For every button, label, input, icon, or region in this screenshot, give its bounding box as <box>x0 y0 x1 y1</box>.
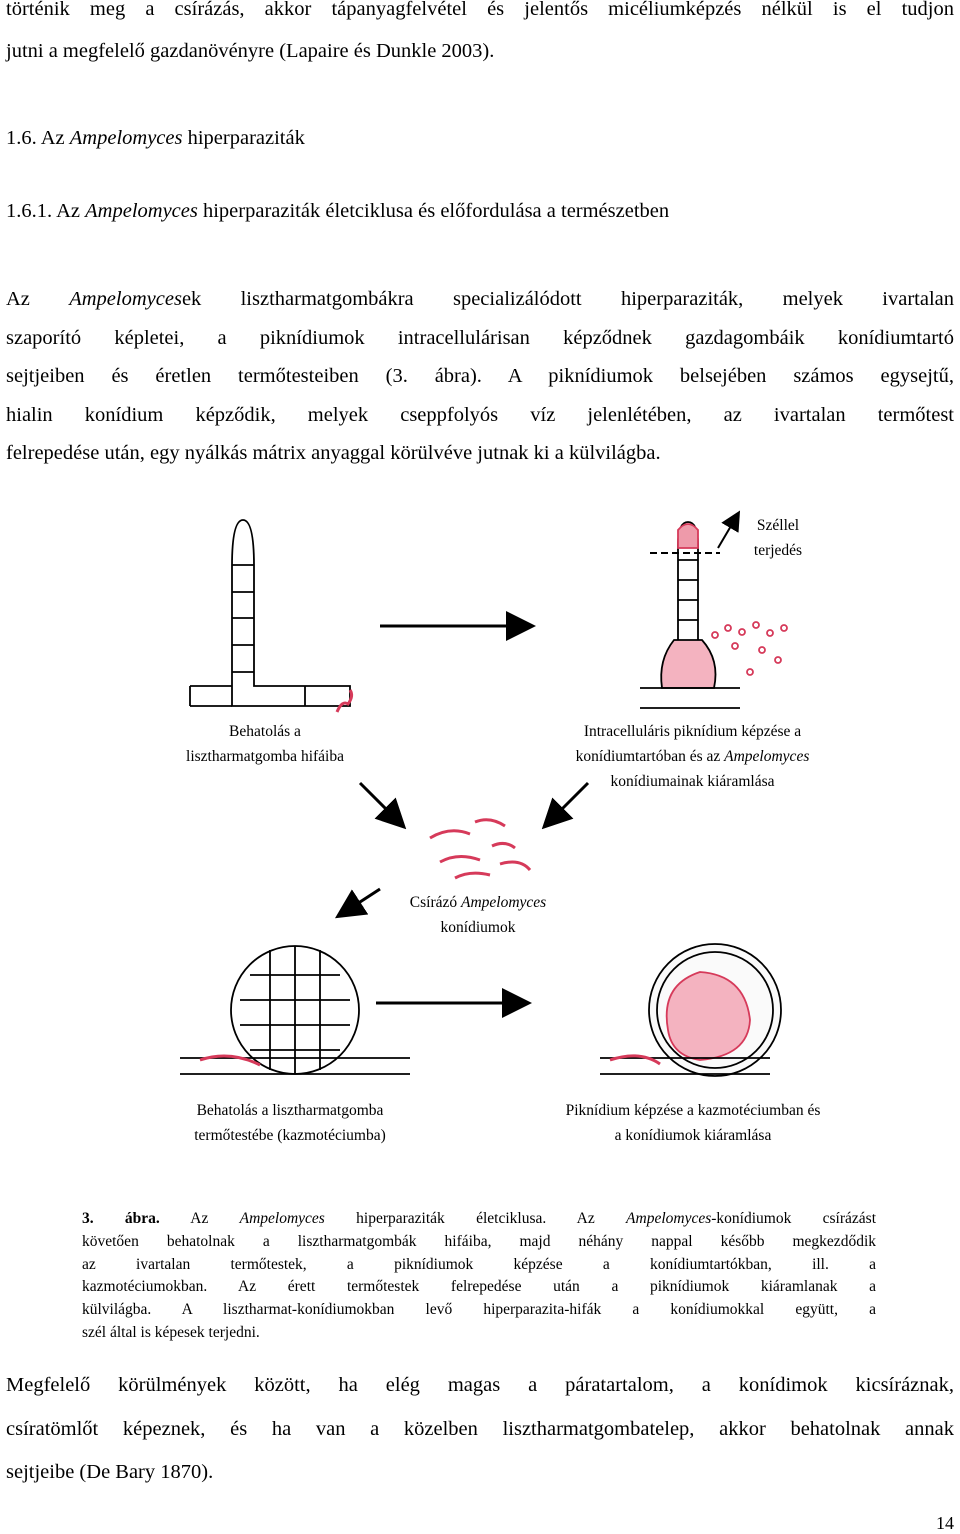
hypha-conidiophore-illustration <box>190 520 352 712</box>
label-penetration-chasmothecium: Behatolás a lisztharmatgomba termőtestébe (kazmotéciumba) <box>194 1102 386 1144</box>
germinating-conidia-illustration <box>430 820 530 878</box>
label-penetration-hypha: Behatolás a lisztharmatgomba hifáiba <box>186 723 344 765</box>
chasmothecium-illustration <box>180 946 410 1074</box>
wind-arrow <box>718 514 738 548</box>
wind-label: Széllel terjedés <box>753 517 803 559</box>
intro-line-2: jutni a megfelelő gazdanövényre (Lapaire és Dunkle 2003). <box>6 40 495 62</box>
caption-line: szél által is képesek terjedni. <box>82 1323 260 1341</box>
caption-line: követően behatolnak a lisztharmatgombák hifáiba, majd néhány nappal később megkezdődik <box>82 1232 876 1250</box>
intro-line-1: történik meg a csírázás, akkor tápanyagfelvétel és jelentős micéliumképzés nélkül is el tudjon <box>6 0 954 20</box>
section-heading-1-6-1: 1.6.1. Az Ampelomyces hiperparaziták életciklusa és előfordulása a természetben <box>6 200 670 222</box>
flow-arrow <box>340 889 380 915</box>
paragraph-line: Az Ampelomycesek lisztharmatgombákra specializálódott hiperparaziták, melyek ivartalan <box>6 288 955 310</box>
caption-line: 3. ábra. Az Ampelomyces hiperparaziták életciklusa. Az Ampelomyces-konídiumok csírázást <box>82 1210 876 1227</box>
final-line: csíratömlőt képeznek, és ha van a közelben lisztharmatgombatelep, akkor behatolnak annak <box>6 1417 954 1440</box>
caption-line: az ivartalan termőtestek, a piknídiumok képzése a konídiumtartókban, ill. a <box>82 1255 876 1273</box>
final-line: Megfelelő körülmények között, ha elég magas a páratartalom, a konídimok kicsíráznak, <box>6 1374 954 1396</box>
final-line: sejtjeibe (De Bary 1870). <box>6 1461 214 1484</box>
section-heading-1-6: 1.6. Az Ampelomyces hiperparaziták <box>6 127 305 149</box>
flow-arrow <box>360 783 402 825</box>
final-paragraph <box>6 1364 954 1495</box>
page-number: 14 <box>936 1513 954 1533</box>
label-intracellular-pycnidium: Intracelluláris piknídium képzése a konídiumtartóban és az Ampelomyces konídiumainak kiáramlása <box>575 723 810 790</box>
paragraph-line: sejtjeiben és éretlen termőtesteiben (3. ábra). A piknídiumok belsejében számos egysejtű, <box>6 365 954 388</box>
pycnidium-chasmothecium-illustration <box>600 944 781 1076</box>
figure-caption <box>82 1208 876 1345</box>
label-germinating-conidia: Csírázó Ampelomyces konídiumok <box>409 894 547 936</box>
paragraph-line: szaporító képletei, a piknídiumok intracellulárisan képződnek gazdagombáik konídiumtartó <box>6 326 954 349</box>
label-pycnidium-chasmothecium: Piknídium képzése a kazmotéciumban és a konídiumok kiáramlása <box>565 1102 821 1144</box>
paragraph-line: felrepedése után, egy nyálkás mátrix anyaggal körülvéve jutnak ki a külvilágba. <box>6 442 661 465</box>
caption-line: külvilágba. A lisztharmat-konídiumokban levő hiperparazita-hifák a konídiumokkal együtt, a <box>82 1301 876 1319</box>
caption-line: kazmotéciumokban. Az érett termőtestek felrepedése után a piknídiumok kiáramlanak a <box>82 1278 876 1296</box>
paragraph-line: hialin konídium képződik, melyek cseppfolyós víz jelenlétében, az ivartalan termőtest <box>6 403 954 426</box>
